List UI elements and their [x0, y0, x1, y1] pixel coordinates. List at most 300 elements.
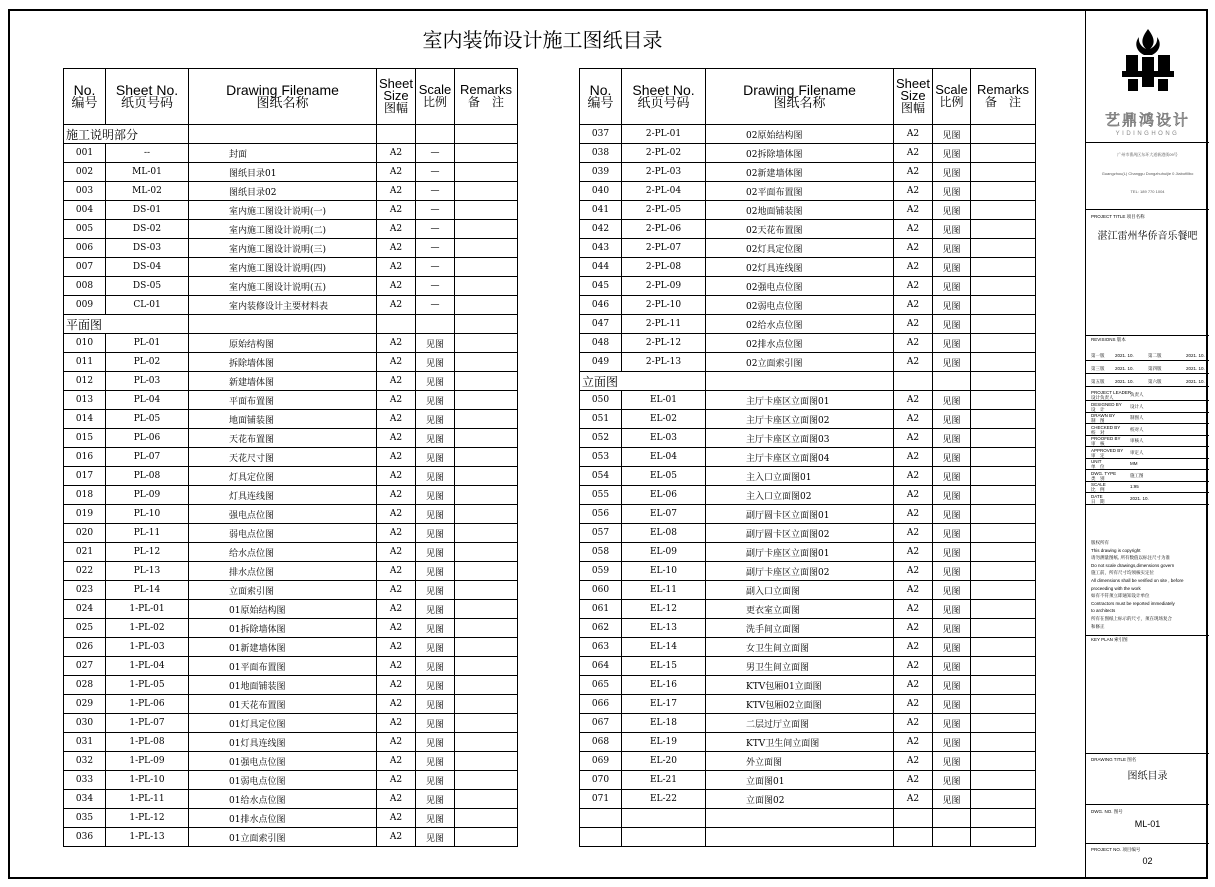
cell-sheet-size: A2 — [377, 828, 416, 847]
empty-cell — [416, 315, 455, 334]
field-label-en: APPROVED BY — [1091, 447, 1124, 453]
field-label-cn: 日 期 — [1091, 498, 1105, 504]
cell-sheet-no: PL-07 — [106, 448, 189, 467]
cell-sheet-size: A2 — [894, 676, 933, 695]
cell-drawing-name: 01强电点位图 — [189, 752, 377, 771]
cell-drawing-name: 主入口立面图01 — [706, 467, 894, 486]
cell-sheet-no: DS-02 — [106, 220, 189, 239]
cell-scale: — — [416, 144, 455, 163]
cell-scale: 见图 — [933, 486, 971, 505]
table-header-row — [580, 69, 1036, 125]
empty-cell — [894, 809, 933, 828]
cell-scale: — — [416, 220, 455, 239]
revision-c: 第四版 — [1148, 366, 1162, 371]
field-label-cn: 制 图 — [1091, 418, 1105, 423]
cell-sheet-no: 2-PL-07 — [622, 239, 706, 258]
cell-drawing-name: 01平面布置图 — [189, 657, 377, 676]
field-value: 负责人 — [1130, 392, 1144, 397]
cell-remarks — [455, 638, 518, 657]
cell-drawing-name: 02立面索引图 — [706, 353, 894, 372]
cell-remarks — [971, 429, 1036, 448]
table-row — [64, 752, 518, 771]
cell-drawing-name: 主厅卡座区立面图02 — [706, 410, 894, 429]
cell-remarks — [455, 163, 518, 182]
cell-no: 054 — [580, 467, 622, 486]
cell-remarks — [455, 429, 518, 448]
cell-scale: 见图 — [416, 790, 455, 809]
table-row — [64, 467, 518, 486]
page-title: 室内装饰设计施工图纸目录 — [422, 28, 663, 52]
cell-sheet-size: A2 — [377, 467, 416, 486]
cell-no: 040 — [580, 182, 622, 201]
cell-sheet-size: A2 — [894, 467, 933, 486]
cell-sheet-no: 2-PL-02 — [622, 144, 706, 163]
cell-scale: 见图 — [933, 505, 971, 524]
cell-scale: 见图 — [416, 771, 455, 790]
table-row — [580, 315, 1036, 334]
dwg-no-label: DWG. NO. 图号 — [1091, 809, 1123, 814]
cell-no: 025 — [64, 619, 106, 638]
table-row — [580, 334, 1036, 353]
cell-sheet-no: 2-PL-13 — [622, 353, 706, 372]
cell-sheet-no: EL-10 — [622, 562, 706, 581]
copyright-note: All dimensions shall be verified on site , before — [1091, 578, 1184, 583]
cell-remarks — [971, 239, 1036, 258]
cell-scale: 见图 — [416, 714, 455, 733]
cell-sheet-no: 2-PL-01 — [622, 125, 706, 144]
cell-remarks — [455, 220, 518, 239]
copyright-note: 请勿测量图纸, 所有数值以标注尺寸为准 — [1091, 555, 1170, 561]
cell-sheet-size: A2 — [894, 486, 933, 505]
revision-d: 2021. 10. — [1186, 366, 1205, 371]
cell-sheet-size: A2 — [377, 676, 416, 695]
cell-sheet-no: 2-PL-06 — [622, 220, 706, 239]
cell-no: 053 — [580, 448, 622, 467]
cell-no: 016 — [64, 448, 106, 467]
title-block — [1085, 9, 1208, 879]
company-tel: TEL: 189 770 1004 — [1130, 189, 1165, 194]
cell-sheet-no: ML-01 — [106, 163, 189, 182]
cell-no: 061 — [580, 600, 622, 619]
cell-scale: 见图 — [933, 125, 971, 144]
cell-no: 033 — [64, 771, 106, 790]
table-row — [580, 448, 1036, 467]
empty-cell — [416, 125, 455, 144]
cell-sheet-size: A2 — [894, 562, 933, 581]
cell-sheet-size: A2 — [377, 790, 416, 809]
table-row — [64, 581, 518, 600]
field-value: 审核人 — [1130, 438, 1144, 443]
revision-d: 2021. 10. — [1186, 379, 1205, 384]
cell-sheet-no: EL-13 — [622, 619, 706, 638]
cell-sheet-no: 1-PL-11 — [106, 790, 189, 809]
cell-sheet-size: A2 — [377, 163, 416, 182]
cell-remarks — [455, 581, 518, 600]
cell-sheet-size: A2 — [377, 429, 416, 448]
empty-cell — [971, 809, 1036, 828]
cell-sheet-no: 1-PL-03 — [106, 638, 189, 657]
cell-scale: 见图 — [933, 543, 971, 562]
field-label-cn: 设 计 — [1091, 406, 1105, 412]
cell-drawing-name: 室内施工图设计说明(一) — [189, 201, 377, 220]
cell-sheet-size: A2 — [894, 581, 933, 600]
cell-remarks — [971, 486, 1036, 505]
cell-no: 048 — [580, 334, 622, 353]
cell-sheet-size: A2 — [377, 334, 416, 353]
cell-sheet-size: A2 — [377, 410, 416, 429]
company-logo-icon — [1120, 27, 1176, 93]
table-row — [580, 467, 1036, 486]
cell-sheet-size: A2 — [894, 296, 933, 315]
cell-remarks — [971, 125, 1036, 144]
cell-no: 045 — [580, 277, 622, 296]
cell-drawing-name: 副厅卡座区立面图01 — [706, 543, 894, 562]
cell-drawing-name: 02排水点位图 — [706, 334, 894, 353]
cell-drawing-name: 室内施工图设计说明(三) — [189, 239, 377, 258]
cell-sheet-no: PL-12 — [106, 543, 189, 562]
copyright-note: 和修正 — [1091, 623, 1105, 629]
cell-no: 002 — [64, 163, 106, 182]
cell-scale: 见图 — [933, 600, 971, 619]
cell-sheet-size: A2 — [894, 201, 933, 220]
cell-no: 008 — [64, 277, 106, 296]
cell-scale: 见图 — [416, 619, 455, 638]
empty-cell — [580, 809, 622, 828]
cell-remarks — [971, 524, 1036, 543]
table-row — [64, 391, 518, 410]
section-title: 平面图 — [64, 315, 189, 334]
cell-scale: 见图 — [416, 581, 455, 600]
cell-no: 015 — [64, 429, 106, 448]
cell-remarks — [971, 201, 1036, 220]
cell-sheet-size: A2 — [894, 353, 933, 372]
cell-sheet-no: PL-13 — [106, 562, 189, 581]
copyright-note: 版权所有 — [1091, 540, 1109, 545]
cell-remarks — [971, 467, 1036, 486]
cell-sheet-no: EL-16 — [622, 676, 706, 695]
cell-remarks — [455, 771, 518, 790]
field-label-en: UNIT — [1091, 459, 1102, 464]
cell-sheet-no: PL-04 — [106, 391, 189, 410]
field-label-en: DWG. TYPE — [1091, 470, 1117, 476]
cell-scale: 见图 — [933, 467, 971, 486]
cell-remarks — [455, 733, 518, 752]
cell-scale: 见图 — [416, 733, 455, 752]
table-row — [64, 372, 518, 391]
cell-drawing-name: 立面索引图 — [189, 581, 377, 600]
cell-remarks — [455, 562, 518, 581]
table-row — [64, 657, 518, 676]
cell-remarks — [971, 391, 1036, 410]
cell-sheet-no: 1-PL-09 — [106, 752, 189, 771]
cell-no: 009 — [64, 296, 106, 315]
cell-sheet-no: 2-PL-08 — [622, 258, 706, 277]
field-label-cn: 审 定 — [1091, 452, 1105, 458]
table-row — [64, 809, 518, 828]
drawing-title: 图纸目录 — [1127, 771, 1168, 782]
cell-drawing-name: 天花布置图 — [189, 429, 377, 448]
cell-sheet-size: A2 — [377, 372, 416, 391]
cell-scale: 见图 — [416, 676, 455, 695]
section-row — [64, 315, 518, 334]
cell-remarks — [455, 524, 518, 543]
cell-scale: 见图 — [933, 562, 971, 581]
revision-c: 第六版 — [1148, 379, 1162, 384]
cell-sheet-no: 2-PL-03 — [622, 163, 706, 182]
cell-sheet-size: A2 — [894, 600, 933, 619]
table-row — [580, 144, 1036, 163]
field-value: 审定人 — [1130, 449, 1144, 455]
cell-drawing-name: 01排水点位图 — [189, 809, 377, 828]
cell-scale: 见图 — [416, 543, 455, 562]
field-label-cn: 类 别 — [1091, 475, 1105, 481]
cell-sheet-size: A2 — [894, 410, 933, 429]
table-row — [580, 714, 1036, 733]
cell-scale: 见图 — [416, 657, 455, 676]
cell-no: 017 — [64, 467, 106, 486]
cell-remarks — [971, 771, 1036, 790]
cell-no: 037 — [580, 125, 622, 144]
cell-drawing-name: 02原始结构图 — [706, 125, 894, 144]
cell-sheet-size: A2 — [894, 790, 933, 809]
copyright-note: 如有不符须立即通知设计单位 — [1091, 593, 1150, 599]
cell-sheet-no: EL-02 — [622, 410, 706, 429]
header-scale: Scale 比例 — [416, 69, 455, 125]
cell-scale: 见图 — [416, 372, 455, 391]
cell-drawing-name: 01灯具定位图 — [189, 714, 377, 733]
cell-no: 052 — [580, 429, 622, 448]
cell-no: 023 — [64, 581, 106, 600]
table-row — [580, 353, 1036, 372]
section-title: 施工说明部分 — [64, 125, 189, 144]
drawing-title-label: DRAWING TITLE 图名 — [1091, 757, 1137, 762]
empty-cell — [189, 315, 377, 334]
cell-drawing-name: 01原始结构图 — [189, 600, 377, 619]
cell-remarks — [971, 562, 1036, 581]
cell-scale: 见图 — [933, 581, 971, 600]
cell-remarks — [455, 353, 518, 372]
cell-scale: — — [416, 258, 455, 277]
table-row — [64, 163, 518, 182]
cell-scale: — — [416, 163, 455, 182]
field-value: 校对人 — [1130, 426, 1144, 432]
cell-no: 006 — [64, 239, 106, 258]
cell-remarks — [455, 714, 518, 733]
cell-sheet-size: A2 — [894, 220, 933, 239]
cell-scale: 见图 — [416, 467, 455, 486]
cell-sheet-no: EL-19 — [622, 733, 706, 752]
table-row — [64, 619, 518, 638]
cell-scale: 见图 — [416, 410, 455, 429]
cell-drawing-name: 更衣室立面图 — [706, 600, 894, 619]
company-address-cn: 广州市番禺区东环大道新港街09号 — [1117, 152, 1178, 157]
cell-no: 013 — [64, 391, 106, 410]
cell-remarks — [971, 505, 1036, 524]
table-row — [580, 752, 1036, 771]
header-filename: Drawing Filename 图纸名称 — [706, 69, 894, 125]
copyright-note: proceeding with the work — [1091, 585, 1141, 591]
cell-sheet-no: 2-PL-09 — [622, 277, 706, 296]
table-row — [64, 562, 518, 581]
empty-cell — [377, 125, 416, 144]
table-row — [64, 239, 518, 258]
cell-drawing-name: 01新建墙体图 — [189, 638, 377, 657]
cell-drawing-name: 立面图01 — [706, 771, 894, 790]
cell-sheet-no: EL-15 — [622, 657, 706, 676]
cell-scale: 见图 — [416, 524, 455, 543]
cell-scale: 见图 — [416, 809, 455, 828]
table-row — [64, 429, 518, 448]
header-remarks: Remarks 备 注 — [455, 69, 518, 125]
cell-remarks — [455, 619, 518, 638]
section-row — [64, 125, 518, 144]
cell-sheet-size: A2 — [377, 524, 416, 543]
field-label-cn: 单 位 — [1091, 464, 1105, 469]
cell-drawing-name: 副厅卡座区立面图02 — [706, 562, 894, 581]
cell-scale: 见图 — [416, 600, 455, 619]
cell-drawing-name: 图纸目录02 — [189, 182, 377, 201]
table-row — [580, 638, 1036, 657]
cell-no: 050 — [580, 391, 622, 410]
cell-sheet-no: EL-05 — [622, 467, 706, 486]
cell-drawing-name: 室内施工图设计说明(五) — [189, 277, 377, 296]
cell-scale: 见图 — [933, 410, 971, 429]
table-row — [64, 486, 518, 505]
cell-sheet-no: 2-PL-12 — [622, 334, 706, 353]
dwg-no: ML-01 — [1134, 819, 1161, 829]
cell-no: 035 — [64, 809, 106, 828]
empty-cell — [580, 828, 622, 847]
cell-sheet-no: EL-06 — [622, 486, 706, 505]
cell-drawing-name: 主厅卡座区立面图03 — [706, 429, 894, 448]
table-row — [580, 790, 1036, 809]
cell-scale: 见图 — [933, 220, 971, 239]
cell-remarks — [455, 391, 518, 410]
field-label-en: CHECKED BY — [1091, 424, 1121, 430]
empty-cell — [377, 315, 416, 334]
cell-sheet-no: 1-PL-10 — [106, 771, 189, 790]
table-row — [64, 258, 518, 277]
table-row — [64, 600, 518, 619]
cell-no: 055 — [580, 486, 622, 505]
cell-sheet-no: EL-22 — [622, 790, 706, 809]
cell-sheet-no: 1-PL-06 — [106, 695, 189, 714]
cell-no: 051 — [580, 410, 622, 429]
cell-remarks — [971, 410, 1036, 429]
table-row — [580, 125, 1036, 144]
cell-scale: 见图 — [933, 657, 971, 676]
cell-sheet-no: PL-05 — [106, 410, 189, 429]
cell-sheet-size: A2 — [894, 714, 933, 733]
cell-remarks — [455, 600, 518, 619]
cell-no: 047 — [580, 315, 622, 334]
cell-drawing-name: 02地面铺装图 — [706, 201, 894, 220]
table-row — [580, 524, 1036, 543]
table-row — [580, 258, 1036, 277]
cell-sheet-no: EL-03 — [622, 429, 706, 448]
cell-no: 056 — [580, 505, 622, 524]
cell-remarks — [971, 600, 1036, 619]
cell-scale: 见图 — [933, 315, 971, 334]
table-row — [64, 733, 518, 752]
cell-sheet-no: 1-PL-08 — [106, 733, 189, 752]
cell-scale: 见图 — [416, 486, 455, 505]
field-label-en: PROJECT LEADER — [1091, 390, 1132, 395]
cell-drawing-name: 02灯具定位图 — [706, 239, 894, 258]
table-row — [580, 163, 1036, 182]
cell-drawing-name: 原始结构图 — [189, 334, 377, 353]
cell-no: 068 — [580, 733, 622, 752]
cell-no: 065 — [580, 676, 622, 695]
cell-drawing-name: 封面 — [189, 144, 377, 163]
cell-sheet-no: PL-01 — [106, 334, 189, 353]
cell-drawing-name: 地面铺装图 — [189, 410, 377, 429]
empty-cell — [971, 828, 1036, 847]
cell-remarks — [455, 486, 518, 505]
cell-sheet-size: A2 — [894, 163, 933, 182]
cell-scale: 见图 — [416, 505, 455, 524]
cell-sheet-size: A2 — [377, 581, 416, 600]
cell-scale: — — [416, 296, 455, 315]
cell-remarks — [455, 828, 518, 847]
cell-no: 036 — [64, 828, 106, 847]
cell-no: 024 — [64, 600, 106, 619]
empty-cell — [706, 828, 894, 847]
cell-sheet-no: EL-09 — [622, 543, 706, 562]
cell-no: 038 — [580, 144, 622, 163]
drawing-list-table-right — [579, 68, 1036, 847]
cell-sheet-size: A2 — [377, 239, 416, 258]
cell-scale: 见图 — [416, 828, 455, 847]
cell-no: 044 — [580, 258, 622, 277]
cell-sheet-no: EL-17 — [622, 695, 706, 714]
cell-remarks — [455, 752, 518, 771]
cell-no: 070 — [580, 771, 622, 790]
cell-no: 022 — [64, 562, 106, 581]
cell-remarks — [971, 353, 1036, 372]
revision-b: 2021. 10. — [1115, 353, 1134, 358]
cell-drawing-name: 02天花布置图 — [706, 220, 894, 239]
cell-sheet-size: A2 — [377, 448, 416, 467]
cell-scale: 见图 — [933, 619, 971, 638]
table-row — [64, 543, 518, 562]
cell-scale: 见图 — [933, 714, 971, 733]
header-sheet-size: Sheet Size 图幅 — [377, 69, 416, 125]
cell-sheet-no: EL-01 — [622, 391, 706, 410]
empty-cell — [455, 125, 518, 144]
revision-a: 第五版 — [1091, 379, 1105, 384]
cell-drawing-name: 拆除墙体图 — [189, 353, 377, 372]
cell-remarks — [971, 695, 1036, 714]
table-row — [64, 448, 518, 467]
table-row — [580, 543, 1036, 562]
table-row — [64, 353, 518, 372]
copyright-note: This drawing is copyright — [1091, 547, 1141, 553]
table-row — [64, 695, 518, 714]
cell-drawing-name: 二层过厅立面图 — [706, 714, 894, 733]
table-row — [580, 220, 1036, 239]
header-sheet-size: Sheet Size 图幅 — [894, 69, 933, 125]
cell-sheet-no: DS-03 — [106, 239, 189, 258]
cell-drawing-name: 02强电点位图 — [706, 277, 894, 296]
cell-remarks — [455, 809, 518, 828]
cell-sheet-size: A2 — [894, 695, 933, 714]
cell-sheet-no: 2-PL-05 — [622, 201, 706, 220]
table-row — [580, 733, 1036, 752]
cell-drawing-name: 01灯具连线图 — [189, 733, 377, 752]
cell-sheet-no: DS-04 — [106, 258, 189, 277]
cell-sheet-size: A2 — [377, 752, 416, 771]
